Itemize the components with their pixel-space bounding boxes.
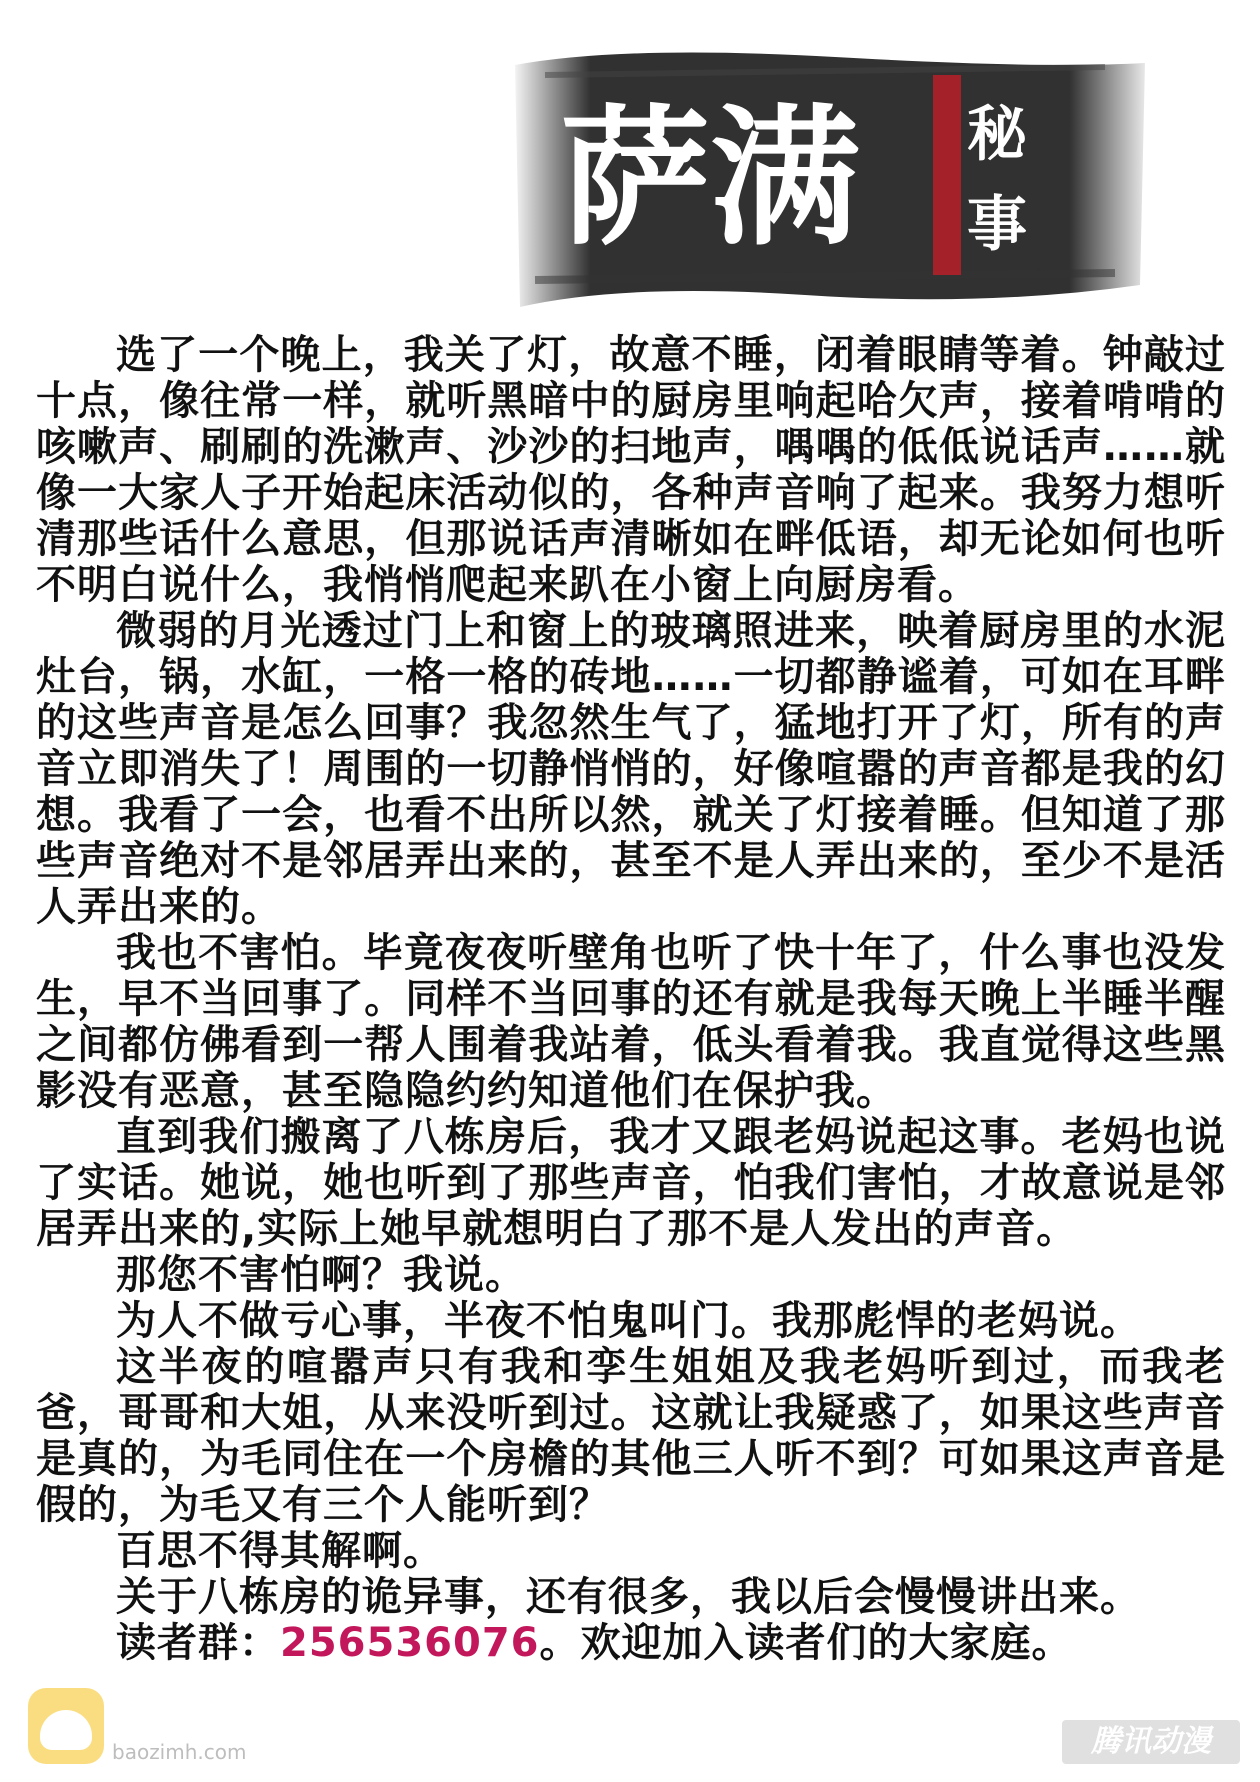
paragraph-9: 关于八栋房的诡异事，还有很多，我以后会慢慢讲出来。	[116, 1574, 1141, 1620]
reader-group-label: 读者群：	[116, 1620, 280, 1666]
paragraph-8: 百思不得其解啊。	[116, 1528, 444, 1574]
bun-logo-icon	[28, 1688, 104, 1764]
paragraph-6: 为人不做亏心事，半夜不怕鬼叫门。我那彪悍的老妈说。	[116, 1298, 1141, 1344]
paragraph-7: 这半夜的喧嚣声只有我和孪生姐姐及我老妈听到过，而我老爸，哥哥和大姐，从来没听到过。这就让我疑惑了，如果这些声音是真的，为毛同住在一个房檐的其他三人听不到？可如果这声音是假的，为毛又有三个人能听到？	[36, 1344, 1226, 1528]
watermark-left	[28, 1688, 308, 1768]
reader-group-suffix: 。欢迎加入读者们的大家庭。	[539, 1620, 1073, 1666]
watermark-right: 腾讯动漫	[1062, 1720, 1240, 1764]
banner-subtitle-1: 秘	[967, 100, 1027, 170]
paragraph-1: 选了一个晚上，我关了灯，故意不睡，闭着眼睛等着。钟敲过十点，像往常一样，就听黑暗中的厨房里响起哈欠声，接着啃啃的咳嗽声、刷刷的洗漱声、沙沙的扫地声，喁喁的低低说话声……就像一大家人子开始起床活动似的，各种声音响了起来。我努力想听清那些话什么意思，但那说话声清晰如在畔低语，却无论如何也听不明白说什么，我悄悄爬起来趴在小窗上向厨房看。	[36, 332, 1226, 608]
reader-group-line	[36, 1620, 1226, 1666]
paragraph-3: 我也不害怕。毕竟夜夜听壁角也听了快十年了，什么事也没发生，早不当回事了。同样不当回事的还有就是我每天晚上半睡半醒之间都仿佛看到一帮人围着我站着，低头看着我。我直觉得这些黑影没有恶意，甚至隐隐约约知道他们在保护我。	[36, 930, 1226, 1114]
red-brush-stroke	[933, 75, 961, 275]
paragraph-2: 微弱的月光透过门上和窗上的玻璃照进来，映着厨房里的水泥灶台，锅，水缸，一格一格的砖地……一切都静谧着，可如在耳畔的这些声音是怎么回事？我忽然生气了，猛地打开了灯，所有的声音立即消失了！周围的一切静悄悄的，好像喧嚣的声音都是我的幻想。我看了一会，也看不出所以然，就关了灯接着睡。但知道了那些声音绝对不是邻居弄出来的，甚至不是人弄出来的，至少不是活人弄出来的。	[36, 608, 1226, 930]
banner-subtitle-2: 事	[967, 190, 1027, 260]
ink-brush-banner	[505, 45, 1155, 320]
title-banner	[505, 45, 1155, 320]
reader-group-number[interactable]: 256536076	[280, 1620, 540, 1666]
paragraph-4: 直到我们搬离了八栋房后，我才又跟老妈说起这事。老妈也说了实话。她说，她也听到了那些声音，怕我们害怕，才故意说是邻居弄出来的,实际上她早就想明白了那不是人发出的声音。	[36, 1114, 1226, 1252]
watermark-site: baozimh.com	[112, 1740, 247, 1764]
paragraph-5: 那您不害怕啊？我说。	[116, 1252, 526, 1298]
banner-title: 萨满	[560, 90, 861, 266]
article-body	[36, 332, 1226, 1666]
